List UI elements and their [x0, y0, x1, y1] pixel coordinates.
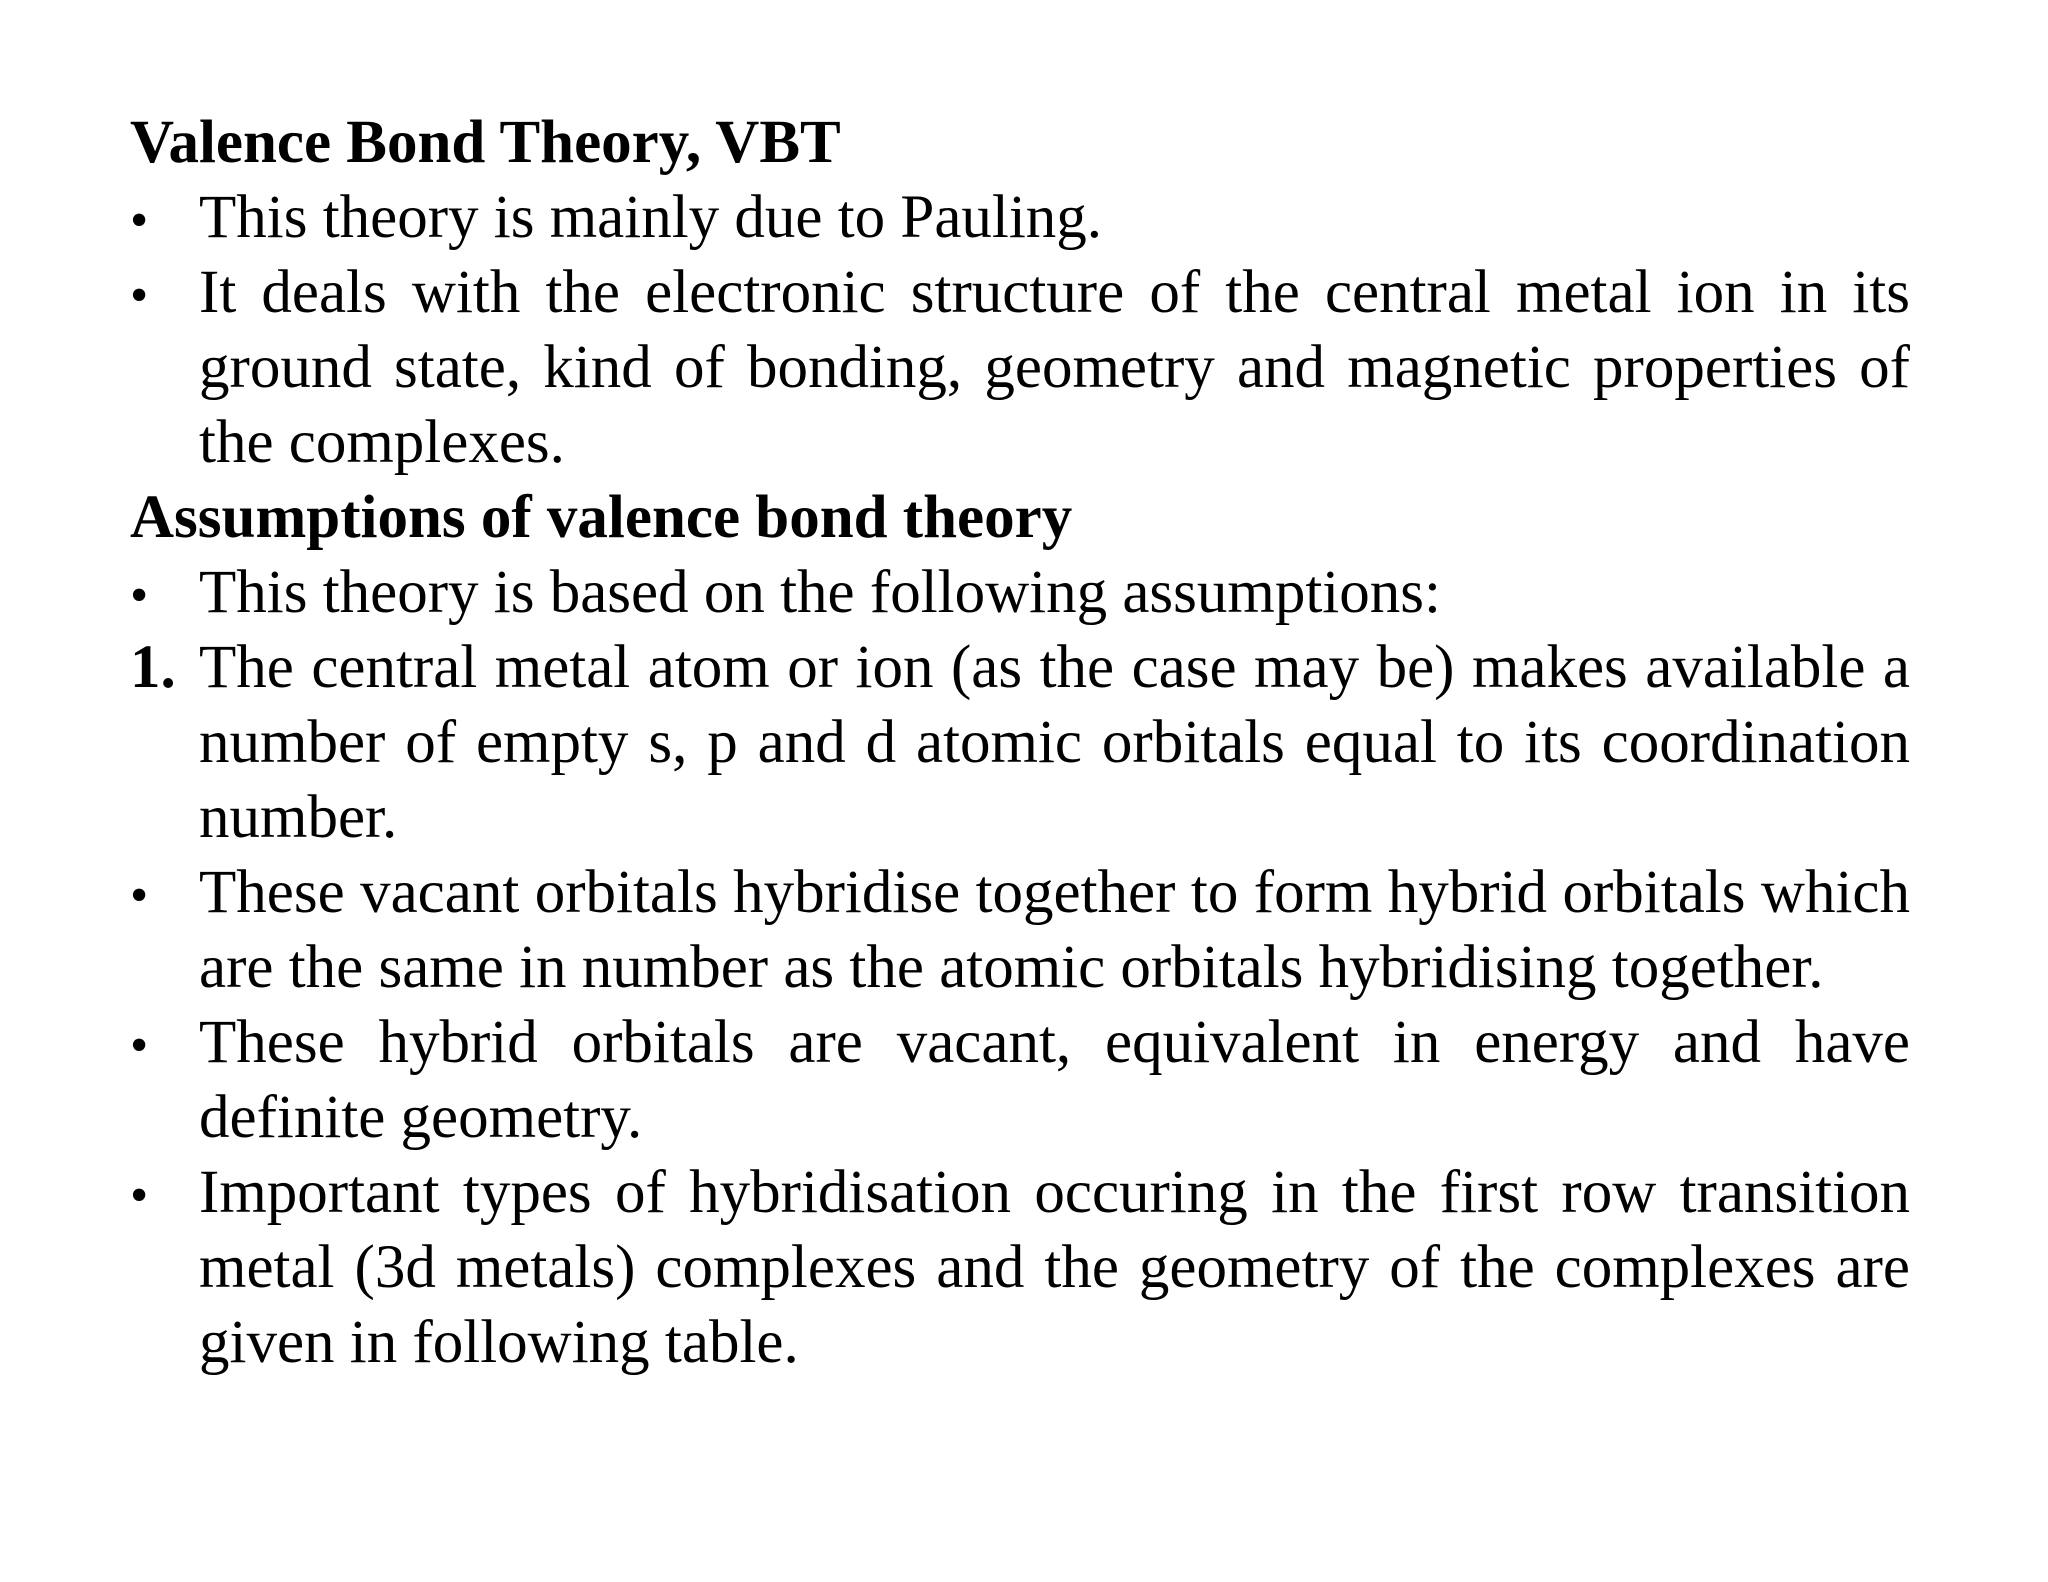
bullet-text: These vacant orbitals hybridise together to form hybrid orbitals which are the same in number as the atomic orbitals hybridising together. [199, 859, 1910, 1001]
bullet-item [130, 855, 1910, 1005]
bullet-symbol: • [130, 1017, 149, 1074]
section-heading-assumptions: Assumptions of valence bond theory [130, 484, 1073, 551]
bullet-symbol: • [130, 267, 149, 324]
bullet-item [130, 555, 1910, 630]
bullet-text: It deals with the electronic structure of the central metal ion in its ground state, kind of bonding, geometry and magnetic properties of the complexes. [199, 259, 1910, 476]
numbered-text: The central metal atom or ion (as the case may be) makes available a number of empty s, p and d atomic orbitals equal to its coordination number. [199, 634, 1910, 851]
bullet-symbol: • [130, 192, 149, 249]
document-page [130, 105, 1910, 1380]
bullet-symbol: • [130, 1167, 149, 1224]
bullet-item [130, 1005, 1910, 1155]
numbered-item [130, 630, 1910, 855]
item-number: 1. [130, 634, 176, 701]
bullet-marker [130, 855, 199, 933]
bullet-marker [130, 555, 199, 633]
bullet-text: This theory is based on the following assumptions: [199, 559, 1441, 626]
number-marker [130, 630, 199, 705]
section-heading-vbt: Valence Bond Theory, VBT [130, 109, 841, 176]
bullet-item [130, 1155, 1910, 1380]
bullet-symbol: • [130, 867, 149, 924]
bullet-marker [130, 255, 199, 333]
bullet-marker [130, 1155, 199, 1233]
bullet-text: Important types of hybridisation occuring in the first row transition metal (3d metals) complexes and the geometry of the complexes are given in following table. [199, 1159, 1910, 1376]
bullet-marker [130, 1005, 199, 1083]
bullet-item [130, 180, 1910, 255]
bullet-text: These hybrid orbitals are vacant, equivalent in energy and have definite geometry. [199, 1009, 1910, 1151]
bullet-item [130, 255, 1910, 480]
bullet-marker [130, 180, 199, 258]
bullet-text: This theory is mainly due to Pauling. [199, 184, 1103, 251]
bullet-symbol: • [130, 567, 149, 624]
